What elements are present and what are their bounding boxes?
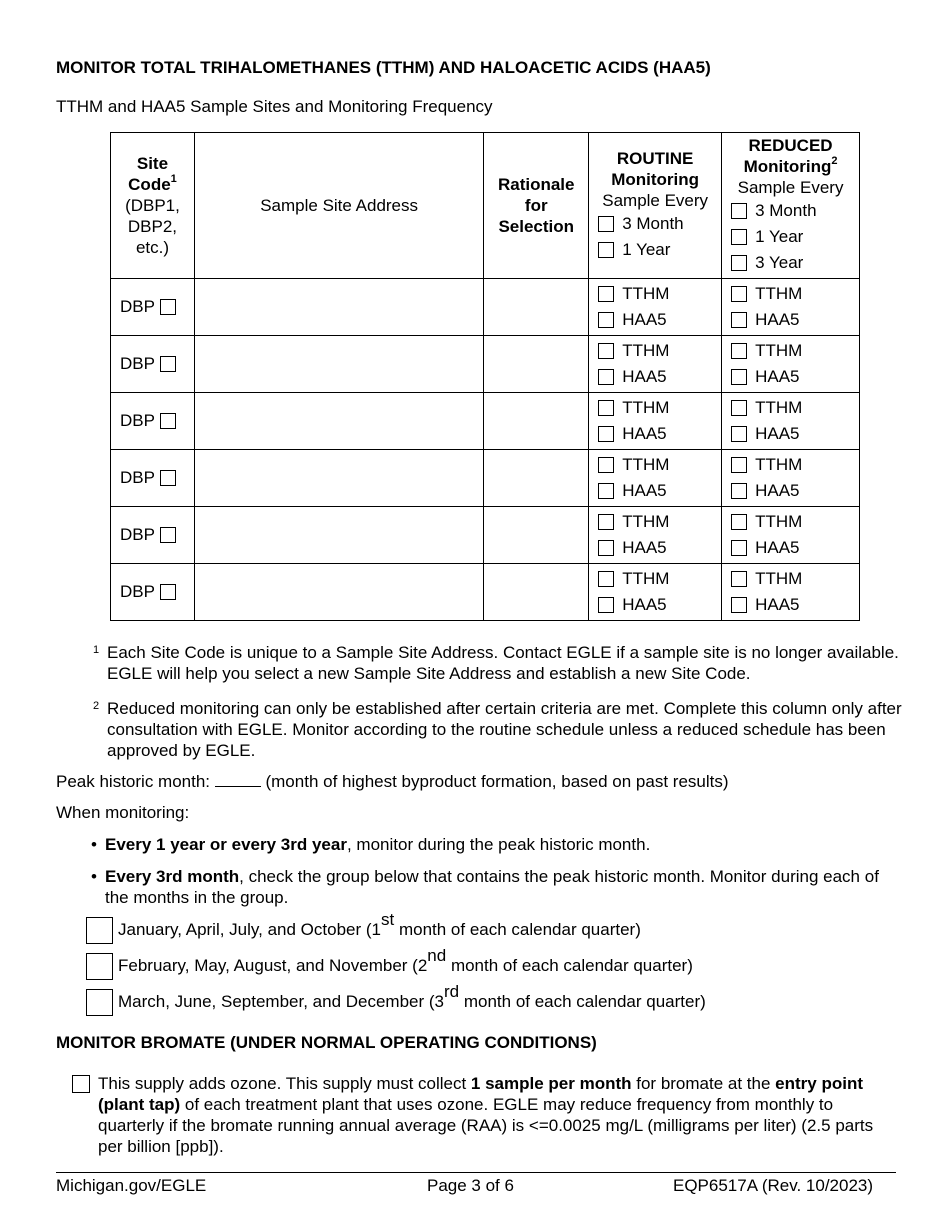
sample-site-address-cell[interactable] <box>194 393 483 450</box>
rationale-cell[interactable] <box>484 450 589 507</box>
bullet-icon: • <box>91 867 97 886</box>
checkbox[interactable] <box>598 242 614 258</box>
ozone-statement: This supply adds ozone. This supply must collect 1 sample per month for bromate at the entry point (plant tap) of each treatment plant that uses ozone. EGLE may reduce frequency from monthly to quarterly if the bromate running annual average (RAA) is <=0.0025 mg/L (milligrams per liter) (2.5 parts per billion [ppb]). <box>72 1073 902 1157</box>
checkbox[interactable] <box>598 343 614 359</box>
site-number-box[interactable] <box>160 356 176 372</box>
haa5-option[interactable]: HAA5 <box>731 592 859 618</box>
checkbox[interactable] <box>598 216 614 232</box>
haa5-option[interactable]: HAA5 <box>598 307 721 333</box>
site-number-box[interactable] <box>160 584 176 600</box>
haa5-option[interactable]: HAA5 <box>598 364 721 390</box>
sample-site-address-cell[interactable] <box>194 336 483 393</box>
month-group-option-3[interactable]: March, June, September, and December (3rd month of each calendar quarter) <box>86 989 706 1016</box>
footnote-2: 2 Reduced monitoring can only be established after certain criteria are met. Complete this column only after consultation with EGLE. Monitor according to the routine schedule unless a reduced schedule has been approved by EGLE. <box>93 699 902 760</box>
checkbox[interactable] <box>731 400 747 416</box>
table-row <box>111 279 860 336</box>
table-row <box>111 450 860 507</box>
footer-website: Michigan.gov/EGLE <box>56 1176 207 1195</box>
rationale-cell[interactable] <box>484 336 589 393</box>
tthm-option[interactable]: TTHM <box>598 452 721 478</box>
rationale-cell[interactable] <box>484 279 589 336</box>
checkbox[interactable] <box>598 457 614 473</box>
when-monitoring-label: When monitoring: <box>56 803 190 822</box>
sample-site-address-cell[interactable] <box>194 279 483 336</box>
routine-3-month-option[interactable]: 3 Month <box>598 211 721 237</box>
footer-page-number: Page 3 of 6 <box>427 1176 514 1195</box>
site-number-box[interactable] <box>160 413 176 429</box>
checkbox[interactable] <box>731 597 747 613</box>
rationale-cell[interactable] <box>484 564 589 621</box>
checkbox[interactable] <box>731 457 747 473</box>
checkbox[interactable] <box>731 483 747 499</box>
month-group-option-2[interactable]: February, May, August, and November (2nd month of each calendar quarter) <box>86 953 693 980</box>
reduced-3-month-option[interactable]: 3 Month <box>731 198 859 224</box>
tthm-option[interactable]: TTHM <box>731 281 859 307</box>
site-code-cell: DBP <box>111 336 195 393</box>
checkbox[interactable] <box>86 989 113 1016</box>
routine-analytes-cell <box>589 450 722 507</box>
routine-analytes-cell <box>589 336 722 393</box>
reduced-1-year-option[interactable]: 1 Year <box>731 224 859 250</box>
peak-historic-month-line: Peak historic month: (month of highest byproduct formation, based on past results) <box>56 772 729 791</box>
checkbox[interactable] <box>598 514 614 530</box>
header-rationale: Rationale for Selection <box>484 133 589 279</box>
site-number-box[interactable] <box>160 527 176 543</box>
month-group-option-1[interactable]: January, April, July, and October (1st month of each calendar quarter) <box>86 917 641 944</box>
checkbox[interactable] <box>598 483 614 499</box>
site-code-cell: DBP <box>111 564 195 621</box>
site-code-cell: DBP <box>111 279 195 336</box>
checkbox[interactable] <box>731 312 747 328</box>
checkbox[interactable] <box>731 426 747 442</box>
ozone-checkbox[interactable] <box>72 1075 90 1093</box>
bullet-item: • Every 1 year or every 3rd year, monitor during the peak historic month. <box>91 835 651 854</box>
checkbox[interactable] <box>731 343 747 359</box>
tthm-option[interactable]: TTHM <box>598 281 721 307</box>
section-subtitle: TTHM and HAA5 Sample Sites and Monitoring Frequency <box>56 97 493 116</box>
checkbox[interactable] <box>731 571 747 587</box>
site-code-cell: DBP <box>111 393 195 450</box>
reduced-analytes-cell <box>722 393 860 450</box>
sample-site-address-cell[interactable] <box>194 564 483 621</box>
rationale-cell[interactable] <box>484 507 589 564</box>
tthm-option[interactable]: TTHM <box>731 338 859 364</box>
rationale-cell[interactable] <box>484 393 589 450</box>
checkbox[interactable] <box>598 369 614 385</box>
checkbox[interactable] <box>598 597 614 613</box>
checkbox[interactable] <box>731 229 747 245</box>
reduced-analytes-cell <box>722 507 860 564</box>
haa5-option[interactable]: HAA5 <box>731 307 859 333</box>
header-site-code: Site Code$^1$ (DBP1, DBP2, etc.) <box>111 133 195 279</box>
checkbox[interactable] <box>598 426 614 442</box>
tthm-option[interactable]: TTHM <box>731 452 859 478</box>
tthm-option[interactable]: TTHM <box>598 395 721 421</box>
bullet-icon: • <box>91 835 97 854</box>
haa5-option[interactable]: HAA5 <box>598 478 721 504</box>
tthm-option[interactable]: TTHM <box>598 566 721 592</box>
routine-analytes-cell <box>589 507 722 564</box>
site-code-cell: DBP <box>111 450 195 507</box>
checkbox[interactable] <box>731 514 747 530</box>
haa5-option[interactable]: HAA5 <box>731 478 859 504</box>
site-number-box[interactable] <box>160 470 176 486</box>
reduced-analytes-cell <box>722 564 860 621</box>
footnote-1: 1 Each Site Code is unique to a Sample Site Address. Contact EGLE if a sample site is no longer available. EGLE will help you select a new Sample Site Address and establish a new Site Code. <box>93 643 899 683</box>
checkbox[interactable] <box>731 540 747 556</box>
table-header-row <box>111 133 860 279</box>
section-title-tthm: MONITOR TOTAL TRIHALOMETHANES (TTHM) AND HALOACETIC ACIDS (HAA5) <box>56 58 711 77</box>
bullet-item: • Every 3rd month, check the group below that contains the peak historic month. Monitor during each of the months in the group. <box>91 867 879 907</box>
haa5-option[interactable]: HAA5 <box>731 364 859 390</box>
tthm-option[interactable]: TTHM <box>731 566 859 592</box>
tthm-option[interactable]: TTHM <box>598 338 721 364</box>
haa5-option[interactable]: HAA5 <box>731 421 859 447</box>
routine-analytes-cell <box>589 393 722 450</box>
haa5-option[interactable]: HAA5 <box>598 421 721 447</box>
table-row <box>111 507 860 564</box>
routine-1-year-option[interactable]: 1 Year <box>598 237 721 263</box>
reduced-analytes-cell <box>722 336 860 393</box>
tthm-option[interactable]: TTHM <box>598 509 721 535</box>
section-title-bromate: MONITOR BROMATE (UNDER NORMAL OPERATING CONDITIONS) <box>56 1033 597 1052</box>
sample-site-address-cell[interactable] <box>194 450 483 507</box>
site-number-box[interactable] <box>160 299 176 315</box>
reduced-analytes-cell <box>722 450 860 507</box>
checkbox[interactable] <box>598 286 614 302</box>
footer-form-id: EQP6517A (Rev. 10/2023) <box>673 1176 874 1195</box>
table-row <box>111 564 860 621</box>
checkbox[interactable] <box>598 312 614 328</box>
peak-month-input[interactable] <box>215 771 261 787</box>
reduced-analytes-cell <box>722 279 860 336</box>
footer-divider <box>56 1172 896 1173</box>
header-sample-site-address: Sample Site Address <box>194 133 483 279</box>
tthm-option[interactable]: TTHM <box>731 395 859 421</box>
checkbox[interactable] <box>731 286 747 302</box>
haa5-option[interactable]: HAA5 <box>598 592 721 618</box>
checkbox[interactable] <box>731 255 747 271</box>
haa5-option[interactable]: HAA5 <box>598 535 721 561</box>
checkbox[interactable] <box>598 571 614 587</box>
reduced-3-year-option[interactable]: 3 Year <box>731 250 859 276</box>
routine-analytes-cell <box>589 279 722 336</box>
routine-analytes-cell <box>589 564 722 621</box>
haa5-option[interactable]: HAA5 <box>731 535 859 561</box>
checkbox[interactable] <box>86 953 113 980</box>
header-reduced: REDUCED Monitoring$^2$ Sample Every 3 Month 1 Year 3 Year <box>722 133 860 279</box>
checkbox[interactable] <box>731 203 747 219</box>
table-row <box>111 336 860 393</box>
table-row <box>111 393 860 450</box>
checkbox[interactable] <box>731 369 747 385</box>
checkbox[interactable] <box>598 540 614 556</box>
header-routine: ROUTINE Monitoring Sample Every 3 Month 1 Year <box>589 133 722 279</box>
checkbox[interactable] <box>598 400 614 416</box>
sample-site-address-cell[interactable] <box>194 507 483 564</box>
tthm-option[interactable]: TTHM <box>731 509 859 535</box>
checkbox[interactable] <box>86 917 113 944</box>
site-code-cell: DBP <box>111 507 195 564</box>
sample-sites-table <box>110 132 860 621</box>
